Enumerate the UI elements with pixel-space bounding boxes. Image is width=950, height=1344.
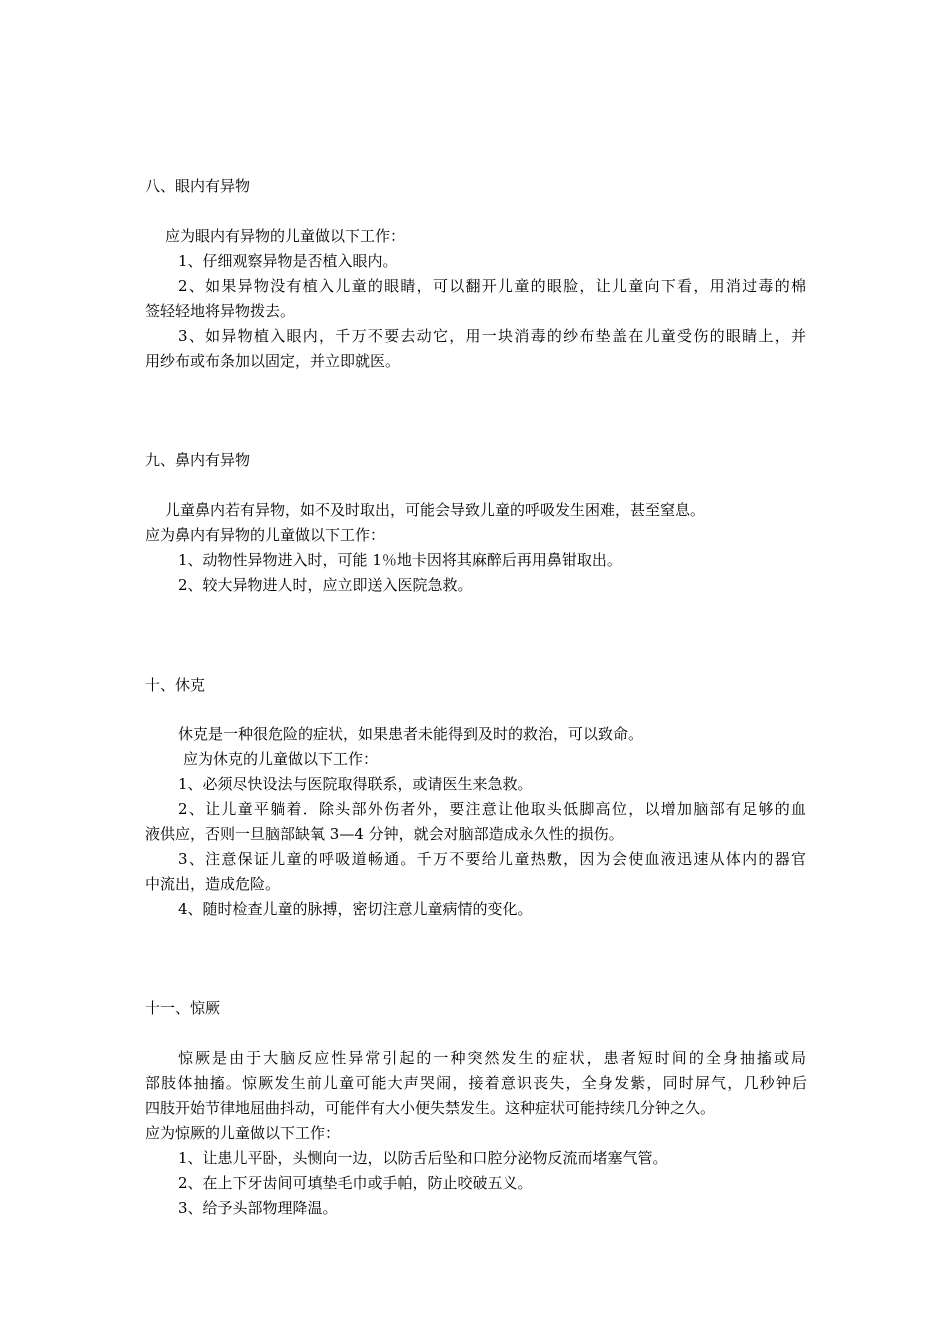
section-heading-10: 十、休克: [145, 676, 206, 694]
section-11-line-6: 2、在上下牙齿间可填垫毛巾或手帕，防止咬破五义。: [178, 1174, 533, 1192]
section-8-line-1: 应为眼内有异物的儿童做以下工作：: [165, 227, 406, 245]
section-11-line-4: 应为惊厥的儿童做以下工作：: [145, 1124, 341, 1142]
section-9-line-4: 2、较大异物进人时，应立即送入医院急救。: [178, 576, 473, 594]
section-8-line-5: 3、如异物植入眼内，千万不要去动它，用一块消毒的纱布垫盖在儿童受伤的眼睛上，并: [178, 327, 806, 345]
section-8-line-3: 2、如果异物没有植入儿童的眼睛，可以翻开儿童的眼脸，让儿童向下看，用消过毒的棉: [178, 277, 806, 295]
section-10-line-8: 4、随时检查儿童的脉搏，密切注意儿童病情的变化。: [178, 900, 533, 918]
section-heading-8: 八、眼内有异物: [145, 177, 251, 195]
section-heading-11: 十一、惊厥: [145, 999, 221, 1017]
section-11-line-1: 惊厥是由于大脑反应性异常引起的一种突然发生的症状，患者短时间的全身抽搐或局: [178, 1049, 806, 1067]
section-10-line-3: 1、必须尽快设法与医院取得联系，或请医生来急救。: [178, 775, 533, 793]
section-11-line-7: 3、给予头部物理降温。: [178, 1199, 338, 1217]
section-9-line-3: 1、动物性异物进入时，可能 1％地卡因将其麻醉后再用鼻钳取出。: [178, 551, 622, 569]
section-11-line-5: 1、让患儿平卧，头恻向一边，以防舌后坠和口腔分泌物反流而堵塞气管。: [178, 1149, 668, 1167]
section-10-line-1: 休克是一种很危险的症状，如果患者未能得到及时的救治，可以致命。: [178, 725, 644, 743]
section-10-line-2: 应为休克的儿童做以下工作：: [183, 750, 379, 768]
section-11-line-2: 部肢体抽搐。惊厥发生前儿童可能大声哭闹，接着意识丧失，全身发紫，同时屏气，几秒钟后: [145, 1074, 807, 1092]
section-10-line-7: 中流出，造成危险。: [145, 875, 281, 893]
section-9-line-1: 儿童鼻内若有异物，如不及时取出，可能会导致儿童的呼吸发生困难，甚至窒息。: [165, 501, 706, 519]
section-11-line-3: 四肢开始节律地屈曲抖动，可能伴有大小便失禁发生。这种症状可能持续几分钟之久。: [145, 1099, 716, 1117]
section-10-line-6: 3、注意保证儿童的呼吸道畅通。千万不要给儿童热敷，因为会使血液迅速从体内的器官: [178, 850, 806, 868]
section-heading-9: 九、鼻内有异物: [145, 451, 251, 469]
section-8-line-4: 签轻轻地将异物拨去。: [145, 302, 296, 320]
section-10-line-5: 液供应，否则一旦脑部缺氧 3—4 分钟，就会对脑部造成永久性的损伤。: [145, 825, 624, 843]
section-8-line-6: 用纱布或布条加以固定，并立即就医。: [145, 352, 401, 370]
section-10-line-4: 2、让儿童平躺着．除头部外伤者外，要注意让他取头低脚高位，以增加脑部有足够的血: [178, 800, 806, 818]
section-8-line-2: 1、仔细观察异物是否植入眼内。: [178, 252, 398, 270]
section-9-line-2: 应为鼻内有异物的儿童做以下工作：: [145, 526, 386, 544]
